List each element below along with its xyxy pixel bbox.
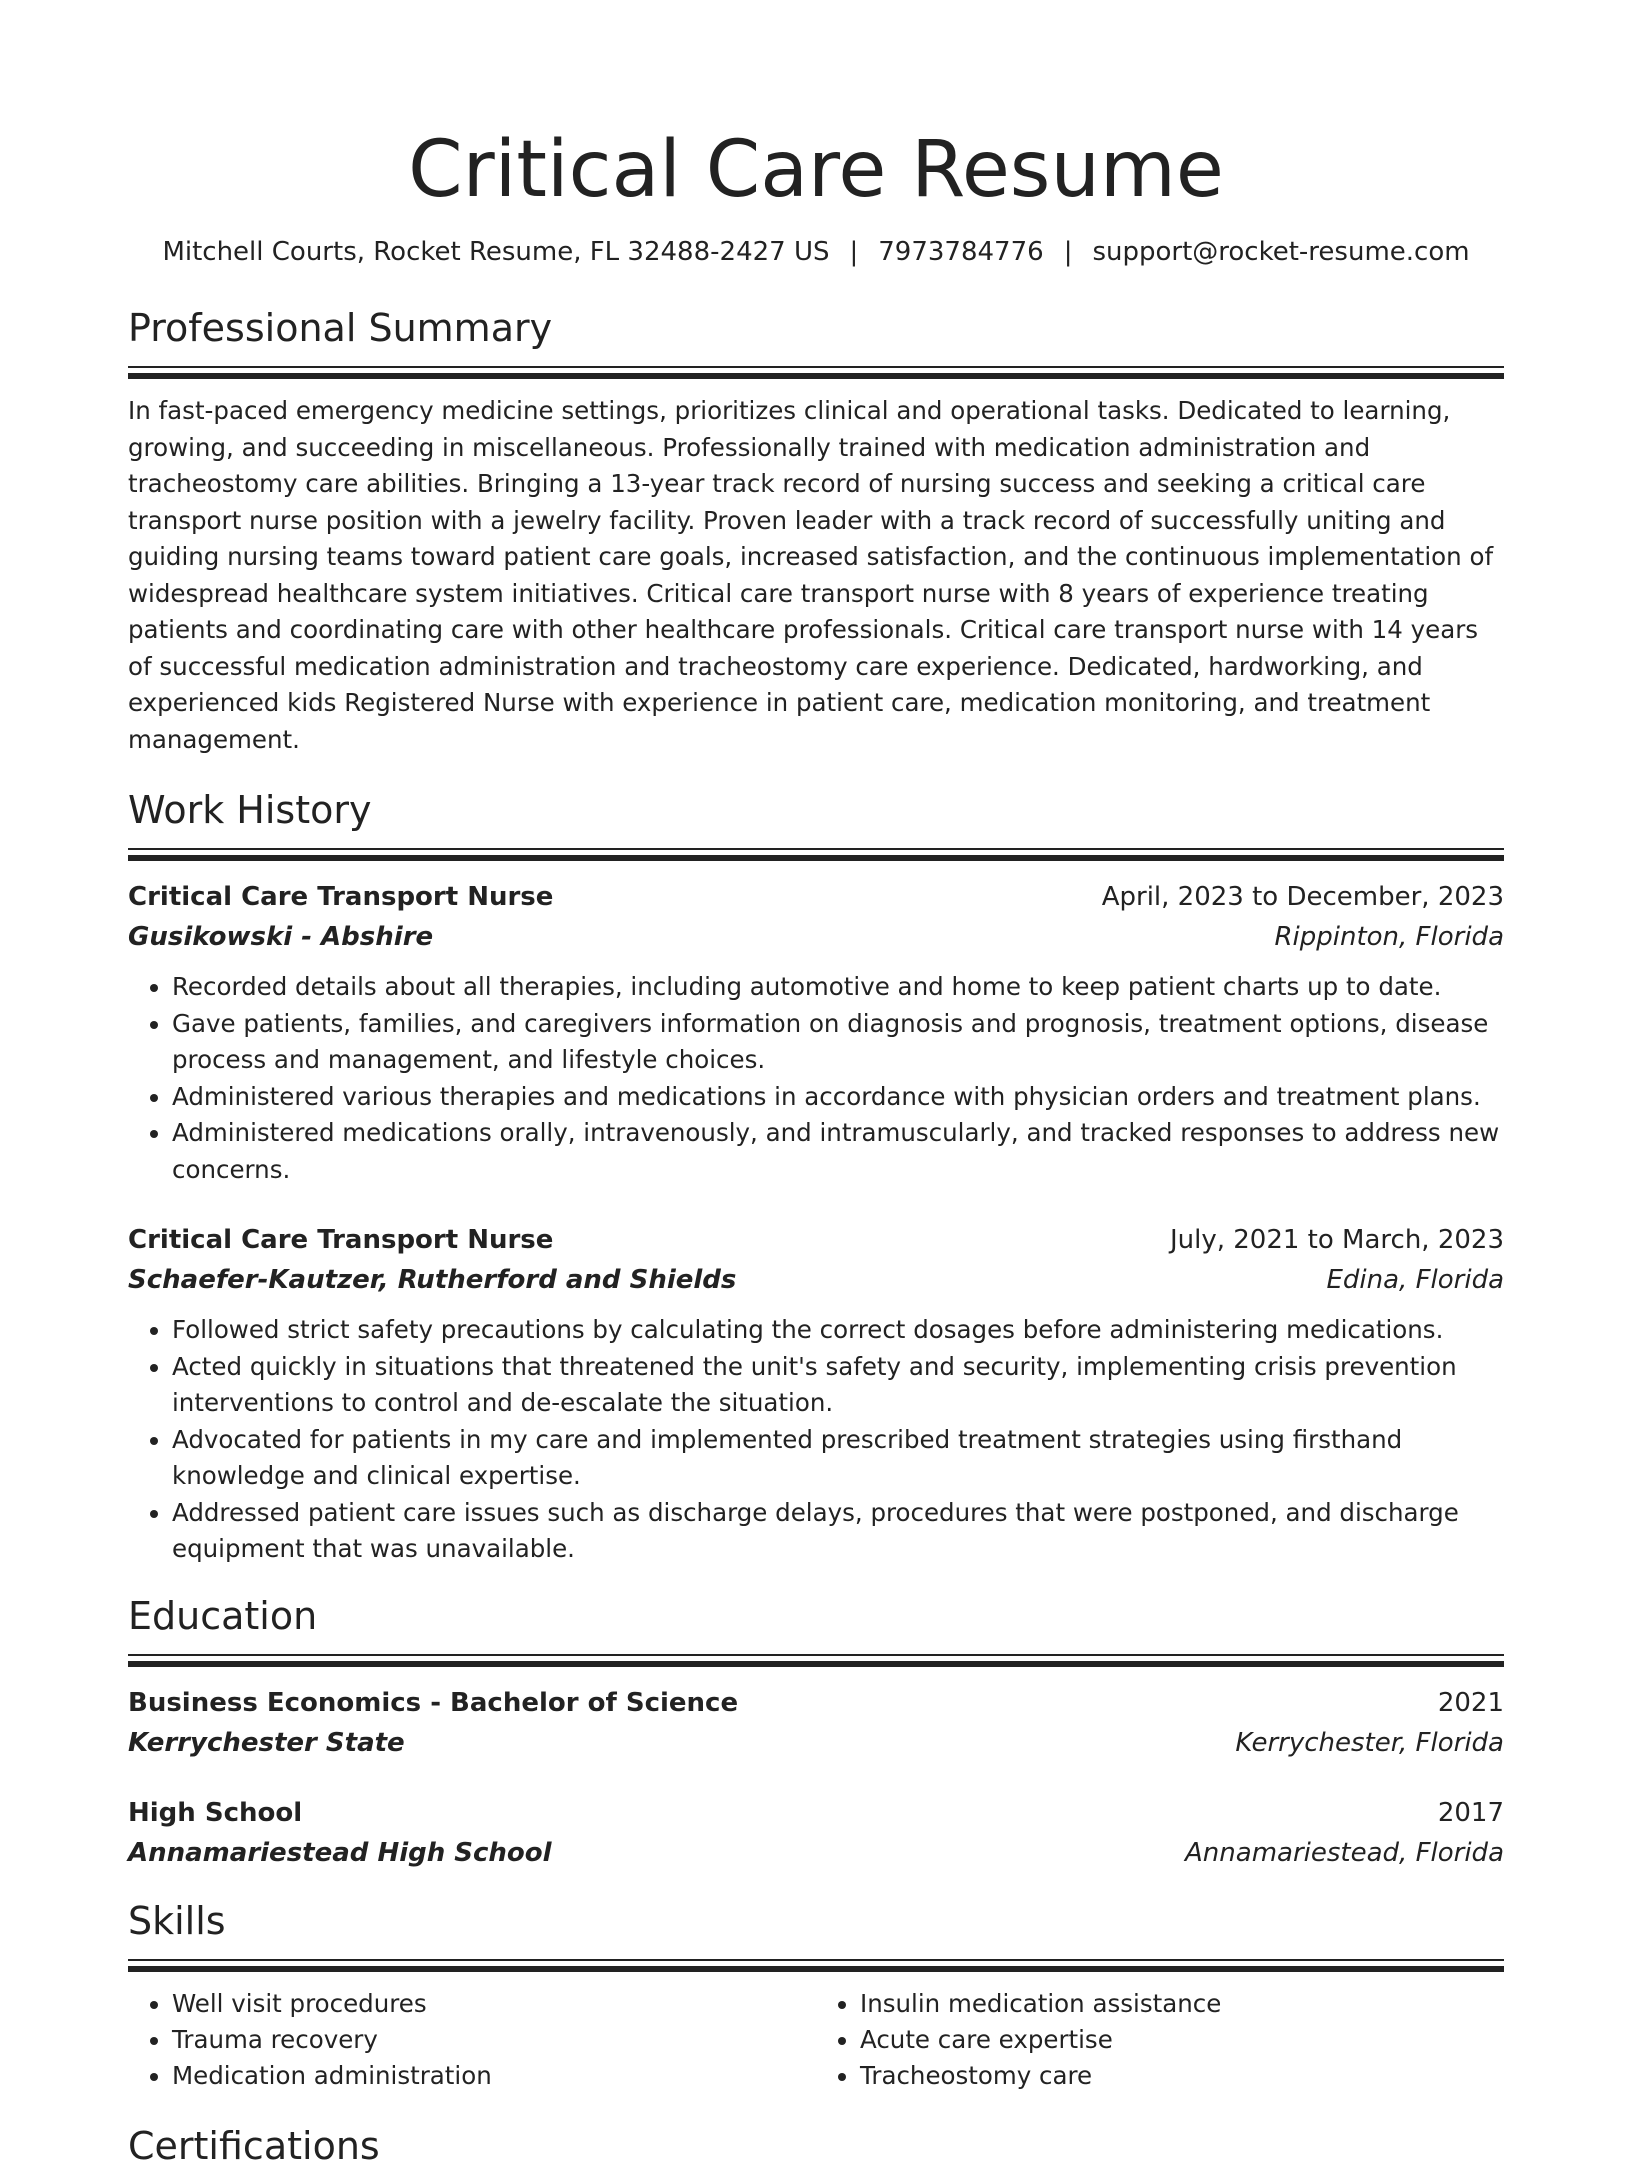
list-item: • Advocated for patients in my care and implemented prescribed treatment strategies using firsthand knowledge and clinical expertise. — [172, 1422, 1504, 1495]
degree: Business Economics - Bachelor of Science — [128, 1687, 739, 1718]
skill-item: • Acute care expertise — [860, 2022, 1504, 2058]
job-title: Critical Care Transport Nurse — [128, 882, 554, 912]
job-location: Rippinton, Florida — [1274, 922, 1504, 952]
work-history-section — [128, 786, 1504, 1568]
section-divider — [128, 366, 1504, 379]
job-bullets — [128, 1312, 1504, 1568]
skill-item: • Trauma recovery — [172, 2022, 816, 2058]
section-divider — [128, 1654, 1504, 1667]
school-name: Kerrychester State — [128, 1727, 405, 1758]
list-item: • Gave patients, families, and caregivers information on diagnosis and prognosis, treatment options, disease process and management, and lifestyle choices. — [172, 1006, 1504, 1079]
resume-page — [128, 0, 1504, 2170]
list-item: • Administered various therapies and medications in accordance with physician orders and treatment plans. — [172, 1079, 1504, 1116]
list-item: • Administered medications orally, intravenously, and intramuscularly, and tracked responses to address new concerns. — [172, 1115, 1504, 1188]
section-heading: Skills — [128, 1898, 226, 1943]
education-header-row — [128, 1683, 1504, 1723]
skill-item: • Tracheostomy care — [860, 2058, 1504, 2094]
section-heading: Education — [128, 1593, 318, 1638]
skills-columns — [128, 1986, 1504, 2094]
section-divider — [128, 848, 1504, 861]
job-company-row — [128, 917, 1504, 957]
list-item: • Followed strict safety precautions by calculating the correct dosages before administering medications. — [172, 1312, 1504, 1349]
job-dates: July, 2021 to March, 2023 — [1169, 1225, 1504, 1255]
education-section — [128, 1592, 1504, 1873]
job-header-row — [128, 1220, 1504, 1260]
contact-separator: | — [1063, 237, 1073, 267]
degree: High School — [128, 1797, 303, 1828]
school-name: Annamariestead High School — [128, 1837, 552, 1868]
contact-separator: | — [849, 237, 859, 267]
graduation-year: 2017 — [1437, 1797, 1504, 1828]
section-divider — [128, 1959, 1504, 1972]
skill-item: • Well visit procedures — [172, 1986, 816, 2022]
summary-text: In fast-paced emergency medicine settings, prioritizes clinical and operational tasks. Dedicated to learning, growing, and succeeding in miscellaneous. Professionally trained with medication administration and tracheostomy care abilities. Bringing a 13-year track record of nursing success and seeking a critical care transport nurse position with a jewelry facility. Proven leader with a track record of successfully uniting and guiding nursing teams toward patient care goals, increased satisfaction, and the continuous implementation of widespread healthcare system initiatives. Critical care transport nurse with 8 years of experience treating patients and coordinating care with other healthcare professionals. Critical care transport nurse with 14 years of successful medication administration and tracheostomy care experience. Dedicated, hardworking, and experienced kids Registered Nurse with experience in patient care, medication monitoring, and treatment management. — [128, 396, 1494, 754]
graduation-year: 2021 — [1437, 1687, 1504, 1718]
section-heading: Work History — [128, 788, 372, 832]
job-entry — [128, 1220, 1504, 1568]
contact-phone: 7973784776 — [878, 237, 1044, 267]
contact-line — [128, 234, 1504, 270]
certifications-section — [128, 2122, 1504, 2170]
skills-column-right — [816, 1986, 1504, 2094]
job-location: Edina, Florida — [1326, 1265, 1504, 1295]
education-entry — [128, 1683, 1504, 1763]
school-location: Annamariestead, Florida — [1185, 1837, 1504, 1868]
list-item: • Acted quickly in situations that threatened the unit's safety and security, implementing crisis prevention interventions to control and de-escalate the situation. — [172, 1349, 1504, 1422]
contact-email: support@rocket-resume.com — [1092, 237, 1470, 267]
skill-item: • Medication administration — [172, 2058, 816, 2094]
job-title: Critical Care Transport Nurse — [128, 1225, 554, 1255]
section-heading: Certifications — [128, 2123, 380, 2168]
contact-address: Mitchell Courts, Rocket Resume, FL 32488-2427 US — [162, 237, 830, 267]
job-entry — [128, 877, 1504, 1188]
education-entry — [128, 1793, 1504, 1873]
skills-column-left — [128, 1986, 816, 2094]
skill-item: • Insulin medication assistance — [860, 1986, 1504, 2022]
section-heading: Professional Summary — [128, 306, 553, 350]
resume-title: Critical Care Resume — [408, 125, 1224, 215]
summary-section — [128, 304, 1504, 758]
list-item: • Recorded details about all therapies, including automotive and home to keep patient charts up to date. — [172, 969, 1504, 1006]
job-company: Schaefer-Kautzer, Rutherford and Shields — [128, 1265, 737, 1295]
job-dates: April, 2023 to December, 2023 — [1101, 882, 1504, 912]
job-bullets — [128, 969, 1504, 1188]
job-header-row — [128, 877, 1504, 917]
education-school-row — [128, 1723, 1504, 1763]
school-location: Kerrychester, Florida — [1235, 1727, 1504, 1758]
list-item: • Addressed patient care issues such as discharge delays, procedures that were postponed, and discharge equipment that was unavailable. — [172, 1495, 1504, 1568]
education-header-row — [128, 1793, 1504, 1833]
job-company-row — [128, 1260, 1504, 1300]
education-school-row — [128, 1833, 1504, 1873]
job-company: Gusikowski - Abshire — [128, 922, 434, 952]
skills-section — [128, 1897, 1504, 2094]
